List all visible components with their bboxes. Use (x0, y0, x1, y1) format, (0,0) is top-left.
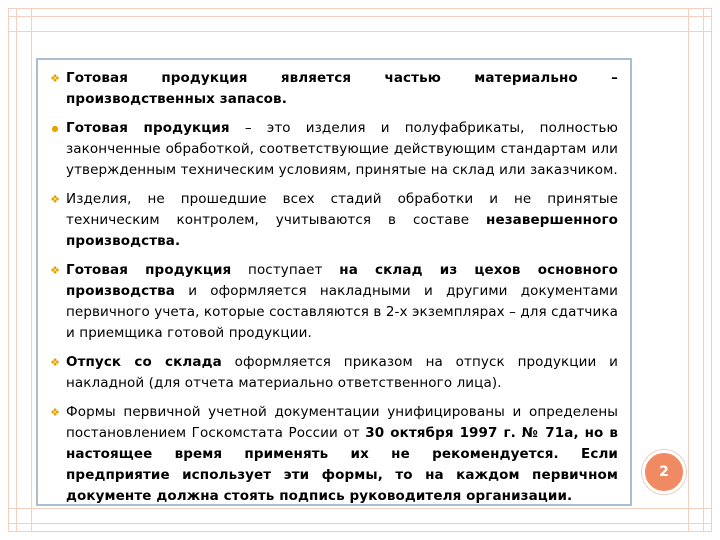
bullet-4-text-b: и оформляется накладными и другими документами первичного учета, которые составляются в 2-х экземплярах – для сдатчика и приемщика готовой продукции. (66, 283, 619, 341)
diamond-bullet-icon: ❖ (50, 193, 60, 206)
diamond-bullet-icon: ❖ (50, 406, 60, 419)
bullet-text-6 (66, 402, 618, 507)
diamond-bullet-icon: ❖ (50, 72, 60, 85)
slide-frame-right (688, 8, 704, 532)
bullet-item-3 (44, 189, 618, 252)
bullet-text-4 (66, 260, 618, 344)
slide-number-badge: 2 (642, 450, 686, 494)
slide-frame-top (8, 16, 712, 32)
bullet-text-3 (66, 189, 618, 252)
content-card (36, 58, 632, 506)
bullet-text-5 (66, 352, 618, 394)
bullet-4-text-a: поступает (231, 262, 340, 278)
bullet-6-bold: 30 октября 1997 г. № 71а, но в настоящее время применять их не рекомендуется. Если предприятие использует эти формы, то на каждом первичном документе должна стоять подпись руководителя организации. (66, 425, 619, 504)
bullet-item-5 (44, 352, 618, 394)
bullet-3-bold: незавершенного производства. (66, 212, 618, 249)
bullet-list (44, 68, 618, 507)
diamond-bullet-icon: ❖ (50, 264, 60, 277)
bullet-text-1 (66, 68, 618, 110)
slide-frame-left (16, 8, 32, 532)
bullet-4-bold-b: на склад из цехов основного производства (66, 262, 618, 299)
bullet-4-bold-a: Готовая продукция (66, 262, 232, 278)
bullet-item-4 (44, 260, 618, 344)
bullet-1-bold: Готовая продукция является частью материально – производственных запасов. (66, 70, 618, 107)
bullet-5-bold: Отпуск со склада (66, 354, 222, 370)
bullet-text-2 (66, 118, 618, 181)
bullet-item-2 (44, 118, 618, 181)
diamond-bullet-icon: ❖ (50, 356, 60, 369)
bullet-2-bold: Готовая продукция (66, 120, 230, 136)
slide-frame-bottom (8, 508, 712, 524)
bullet-item-6 (44, 402, 618, 507)
bullet-6-text: Формы первичной учетной документации унифицированы и определены постановлением Госкомстата России от (66, 404, 618, 441)
bullet-item-1 (44, 68, 618, 110)
bullet-3-text: Изделия, не прошедшие всех стадий обработки и не принятые техническим контролем, учитываются в составе (66, 191, 618, 228)
bullet-5-text: оформляется приказом на отпуск продукции и накладной (для отчета материально ответственного лица). (66, 354, 619, 391)
bullet-2-text: – это изделия и полуфабрикаты, полностью законченные обработкой, соответствующие действующим стандартам или утвержденным техническим условиям, принятые на склад или заказчиком. (66, 120, 618, 178)
dot-bullet-icon: ● (51, 124, 59, 133)
